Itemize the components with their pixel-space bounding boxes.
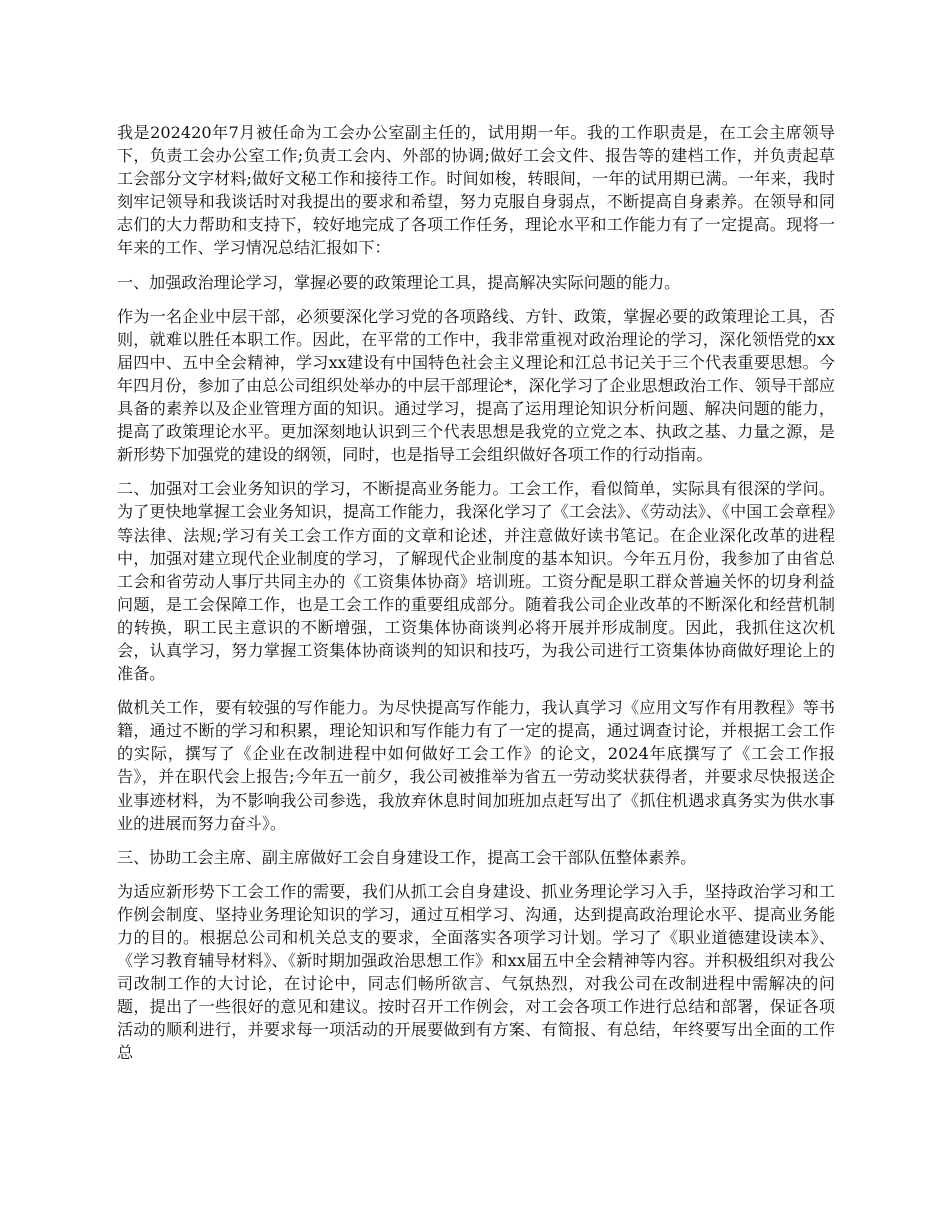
paragraph-writing: 做机关工作，要有较强的写作能力。为尽快提高写作能力，我认真学习《应用文写作有用教程》等书籍，通过不断的学习和积累，理论知识和写作能力有了一定的提高，通过调查讨论，并根据工会工作的实际，撰写了《企业在改制进程中如何做好工会工作》的论文，2024年底撰写了《工会工作报告》，并在职代会上报告;今年五一前夕，我公司被推举为省五一劳动奖状获得者，并要求尽快报送企业事迹材料，为不影响我公司参选，我放弃休息时间加班加点赶写出了《抓住机遇求真务实为供水事业的进展而努力奋斗》。 bbox=[117, 698, 835, 833]
paragraph-section-3: 为适应新形势下工会工作的需要，我们从抓工会自身建设、抓业务理论学习入手，坚持政治学习和工作例会制度、坚持业务理论知识的学习，通过互相学习、沟通，达到提高政治理论水平、提高业务能力的目的。根据总公司和机关总支的要求，全面落实各项学习计划。学习了《职业道德建设读本》、《学习教育辅导材料》、《新时期加强政治思想工作》和xx届五中全会精神等内容。并积极组织对我公司改制工作的大讨论，在讨论中，同志们畅所欲言、气氛热烈，对我公司在改制进程中需解决的问题，提出了一些很好的意见和建议。按时召开工作例会，对工会各项工作进行总结和部署，保证各项活动的顺利进行，并要求每一项活动的开展要做到有方案、有简报、有总结，年终要写出全面的工作总 bbox=[117, 881, 835, 1063]
paragraph-section-2: 二、加强对工会业务知识的学习，不断提高业务能力。工会工作，看似简单，实际具有很深的学问。为了更快地掌握工会业务知识，提高工作能力，我深化学习了《工会法》、《劳动法》、《中国工会章程》等法律、法规;学习有关工会工作方面的文章和论述，并注意做好读书笔记。在企业深化改革的进程中，加强对建立现代企业制度的学习，了解现代企业制度的基本知识。今年五月份，我参加了由省总工会和省劳动人事厅共同主办的《工资集体协商》培训班。工资分配是职工群众普遍关怀的切身利益问题，是工会保障工作，也是工会工作的重要组成部分。随着我公司企业改革的不断深化和经营机制的转换，职工民主意识的不断增强，工资集体协商谈判必将开展并形成制度。因此，我抓住这次机会，认真学习，努力掌握工资集体协商谈判的知识和技巧，为我公司进行工资集体协商做好理论上的准备。 bbox=[117, 479, 835, 684]
section-heading-1: 一、加强政治理论学习，掌握必要的政策理论工具，提高解决实际问题的能力。 bbox=[117, 272, 681, 292]
section-heading-3: 三、协助工会主席、副主席做好工会自身建设工作，提高工会干部队伍整体素养。 bbox=[117, 847, 697, 867]
document-body bbox=[117, 121, 835, 1076]
paragraph-section-1: 作为一名企业中层干部，必须要深化学习党的各项路线、方针、政策，掌握必要的政策理论工具，否则，就难以胜任本职工作。因此，在平常的工作中，我非常重视对政治理论的学习，深化领悟党的xx届四中、五中全会精神，学习xx建设有中国特色社会主义理论和江总书记关于三个代表重要思想。今年四月份，参加了由总公司组织处举办的中层干部理论*，深化学习了企业思想政治工作、领导干部应具备的素养以及企业管理方面的知识。通过学习，提高了运用理论知识分析问题、解决问题的能力，提高了政策理论水平。更加深刻地认识到三个代表思想是我党的立党之本、执政之基、力量之源，是新形势下加强党的建设的纲领，同时，也是指导工会组织做好各项工作的行动指南。 bbox=[117, 306, 835, 465]
paragraph-intro: 我是202420年7月被任命为工会办公室副主任的，试用期一年。我的工作职责是，在工会主席领导下，负责工会办公室工作;负责工会内、外部的协调;做好工会文件、报告等的建档工作，并负责起草工会部分文字材料;做好文秘工作和接待工作。时间如梭，转眼间，一年的试用期已满。一年来，我时刻牢记领导和我谈话时对我提出的要求和希望，努力克服自身弱点，不断提高自身素养。在领导和同志们的大力帮助和支持下，较好地完成了各项工作任务，理论水平和工作能力有了一定提高。现将一年来的工作、学习情况总结汇报如下： bbox=[117, 123, 835, 258]
